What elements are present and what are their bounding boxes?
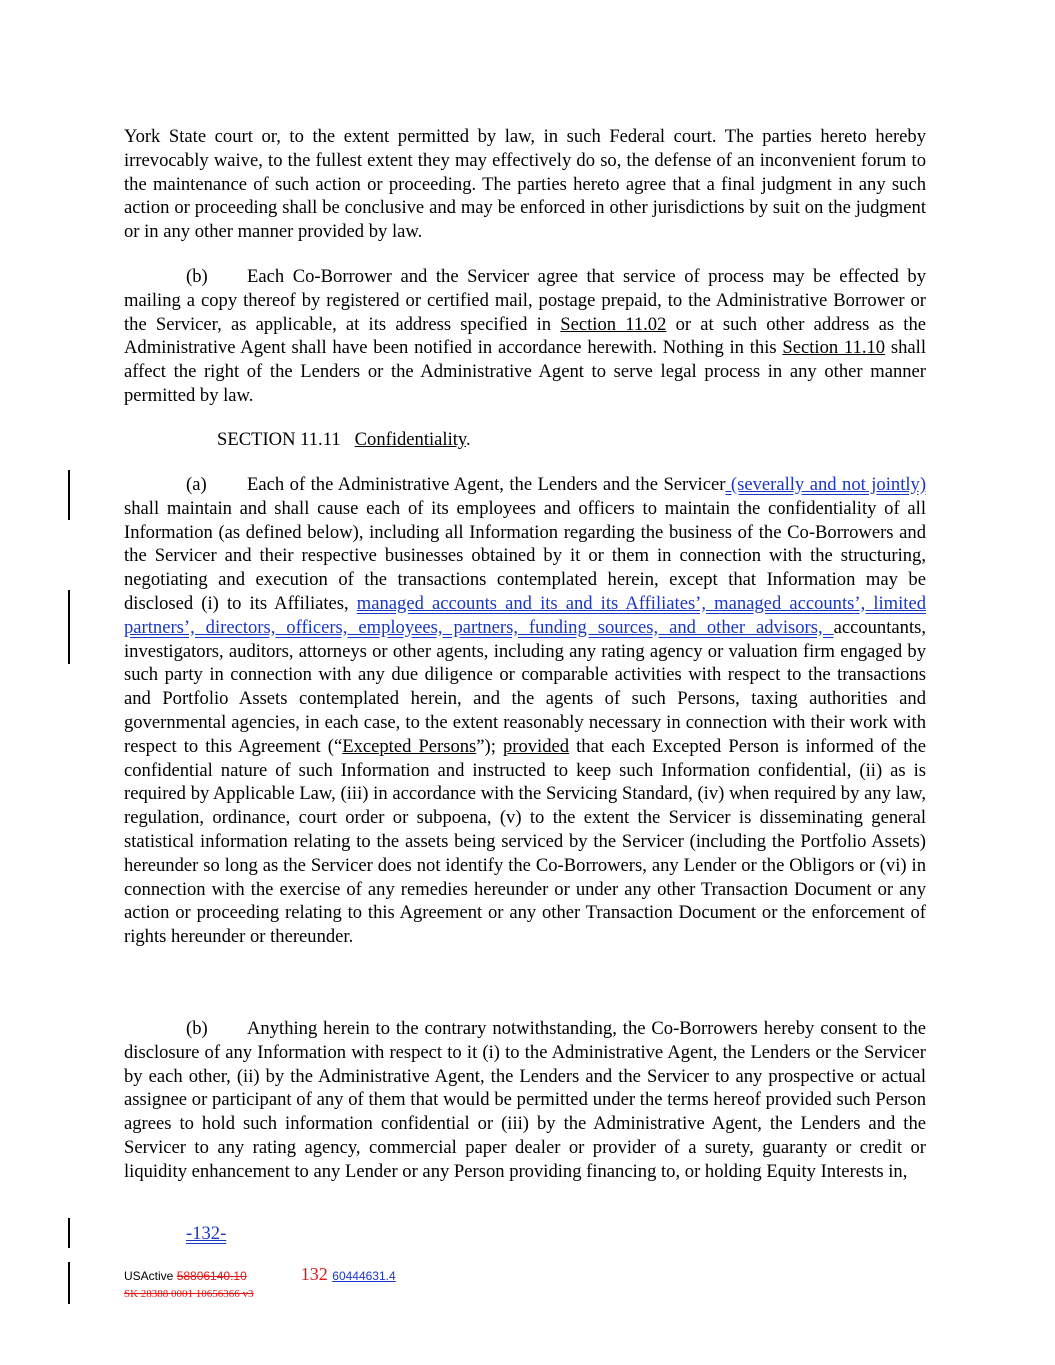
paragraph-text: that each Excepted Person is informed of the confidential nature of such Information and instructed to keep such Information confidential, (ii) as is required by Applicable Law, (iii) in accordance with the Servicing Standard, (iv) when required by any law, regulation, ordinance, court order or subpoena, (v) to the extent the Servicer is disseminating general statistical information relating to the assets being serviced by the Servicer (including the Portfolio Assets) hereunder so long as the Servicer does not identify the Co-Borrowers, any Lender or the Obligors or (vi) in connection with the exercise of any remedies hereunder or under any other Transaction Document or any action or proceeding relating to this Agreement or any other Transaction Document or the enforcement of rights hereunder or thereunder. bbox=[124, 735, 926, 948]
deleted-doc-number: 58806140.10 bbox=[176, 1269, 247, 1283]
paragraph-text: shall affect the right of the Lenders or the Administrative Agent to serve legal process in any other manner permitted by law. bbox=[124, 337, 926, 406]
paragraph-text: or at such other address as the Administrative Agent shall have been notified in accordance herewith. Nothing in this bbox=[124, 313, 926, 359]
paragraph-text: Each of the Administrative Agent, the Lenders and the Servicer bbox=[247, 474, 726, 495]
deleted-footer-id: SK 28388 0001 10656366 v3 bbox=[124, 1288, 254, 1300]
paragraph-confidentiality bbox=[124, 473, 926, 949]
paragraph-disclosure-consent bbox=[124, 1017, 926, 1184]
defined-term: Excepted Persons bbox=[342, 735, 477, 757]
paragraph-label: (b) bbox=[186, 266, 208, 287]
inserted-text: (severally and not jointly) bbox=[725, 474, 927, 495]
section-title-period: . bbox=[466, 429, 471, 450]
paragraph-text: accountants, investigators, auditors, attorneys or other agents, including any rating agency or valuation firm engaged by such party in connection with any due diligence or comparable activities with respect to the transactions and Portfolio Assets contemplated herein, and the agents of such Persons, taxing authorities and governmental agencies, in each case, to the extent reasonably necessary in connection with their work with respect to this Agreement (“ bbox=[124, 616, 926, 757]
paragraph-continuation: York State court or, to the extent permitted by law, in such Federal court. The parties hereto hereby irrevocably waive, to the fullest extent they may effectively do so, the defense of an inconvenient forum to the maintenance of such action or proceeding. The parties hereto agree that a final judgment in any such action or proceeding shall be conclusive and may be enforced in other jurisdictions by suit on the judgment or in any other manner provided by law. bbox=[124, 126, 926, 243]
section-reference: Section 11.02 bbox=[560, 313, 667, 335]
paragraph-text: Each Co-Borrower and the Servicer agree that service of process may be effected by mailing a copy thereof by registered or certified mail, postage prepaid, to the Administrative Borrower or the Servicer, as applicable, at its address specified in bbox=[124, 266, 926, 335]
deleted-page-number: 132 bbox=[300, 1264, 333, 1284]
section-number: SECTION 11.11 bbox=[217, 429, 341, 450]
page-number: -132- bbox=[186, 1223, 227, 1244]
paragraph-text: shall maintain and shall cause each of its employees and officers to maintain the confidentiality of all Information (as defined below), including all Information regarding the business of the Co-Borrowers and the Servicer and their respective businesses obtained by it or them in connection with the structuring, negotiating and execution of the transactions contemplated herein, except that Information may be disclosed (i) to its Affiliates, bbox=[124, 497, 926, 614]
section-reference: Section 11.10 bbox=[782, 337, 886, 359]
paragraph-label: (b) bbox=[186, 1018, 208, 1039]
change-bar bbox=[68, 1262, 70, 1304]
paragraph-text: Anything herein to the contrary notwithstanding, the Co-Borrowers hereby consent to the disclosure of any Information with respect to it (i) to the Administrative Agent, the Lenders or the Servicer by each other, (ii) by the Administrative Agent, the Lenders and the Servicer to any prospective or actual assignee or participant of any of them that would be permitted under the terms hereof provided such Person agrees to hold such information confidential or (iii) by the Administrative Agent, the Lenders and the Servicer to any rating agency, commercial paper dealer or provider of a surety, guaranty or credit or liquidity enhancement to any Lender or any Person providing financing to, or holding Equity Interests in, bbox=[124, 1018, 926, 1182]
change-bar bbox=[68, 470, 70, 520]
inserted-text: managed accounts and its and its Affiliates’, managed accounts’, limited partners’, directors, officers, employees, partners, funding sources, and other advisors, bbox=[124, 592, 926, 638]
footer-prefix: USActive bbox=[124, 1269, 177, 1283]
paragraph-label: (a) bbox=[186, 474, 207, 495]
inserted-doc-number: 60444631.4 bbox=[332, 1269, 396, 1283]
change-bar bbox=[68, 1218, 70, 1248]
paragraph-text: ”); bbox=[476, 735, 503, 757]
change-bar bbox=[68, 590, 70, 664]
section-title: Confidentiality bbox=[354, 429, 466, 450]
provided-term: provided bbox=[502, 735, 570, 757]
section-heading bbox=[217, 428, 471, 452]
paragraph-service-of-process bbox=[124, 265, 926, 408]
footer-doc-id bbox=[124, 1264, 396, 1286]
